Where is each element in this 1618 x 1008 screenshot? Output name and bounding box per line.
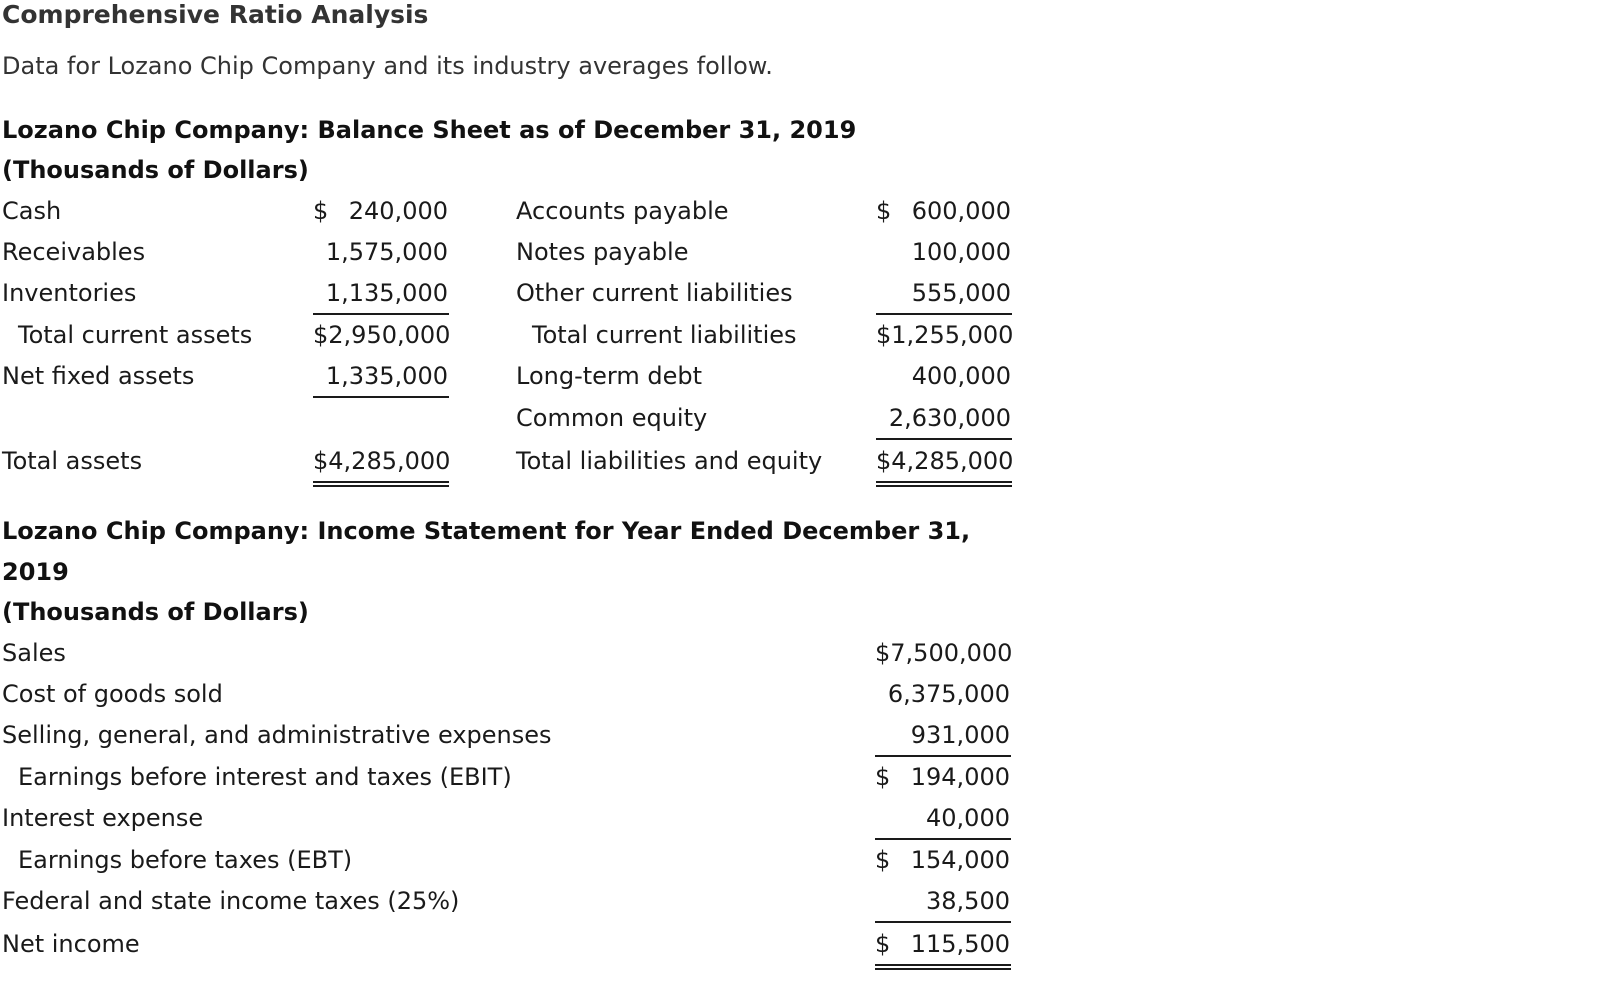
total-liabilities-equity-value: $4,285,000 bbox=[876, 447, 1014, 475]
income-statement-title: Lozano Chip Company: Income Statement for Year Ended December 31, bbox=[2, 517, 971, 545]
sales-value: $7,500,000 bbox=[875, 639, 1013, 667]
net-fixed-assets-value: 1,335,000 bbox=[325, 362, 448, 390]
notes-payable-value: 100,000 bbox=[911, 238, 1011, 266]
ebit-currency: $ bbox=[875, 763, 891, 791]
rule-net-income-2 bbox=[875, 968, 1011, 970]
taxes-value: 38,500 bbox=[926, 887, 1010, 915]
long-term-debt-value: 400,000 bbox=[911, 362, 1011, 390]
notes-payable-label: Notes payable bbox=[516, 238, 689, 266]
rule-current-assets bbox=[313, 313, 449, 315]
cash-value: 240,000 bbox=[348, 197, 448, 225]
cash-currency: $ bbox=[313, 197, 329, 225]
intro-text: Data for Lozano Chip Company and its industry averages follow. bbox=[2, 52, 773, 80]
rule-total-assets-1 bbox=[313, 481, 449, 483]
ebt-value: 154,000 bbox=[910, 846, 1010, 874]
net-income-value: 115,500 bbox=[910, 930, 1010, 958]
rule-sga bbox=[875, 755, 1011, 757]
rule-total-liabilities-1 bbox=[876, 481, 1012, 483]
inventories-label: Inventories bbox=[2, 279, 137, 307]
taxes-label: Federal and state income taxes (25%) bbox=[2, 887, 460, 915]
balance-sheet-title: Lozano Chip Company: Balance Sheet as of December 31, 2019 bbox=[2, 116, 857, 144]
total-liabilities-equity-label: Total liabilities and equity bbox=[516, 447, 823, 475]
other-current-liabilities-label: Other current liabilities bbox=[516, 279, 793, 307]
interest-label: Interest expense bbox=[2, 804, 204, 832]
common-equity-value: 2,630,000 bbox=[888, 404, 1011, 432]
rule-net-income-1 bbox=[875, 964, 1011, 966]
cogs-value: 6,375,000 bbox=[887, 680, 1010, 708]
ebt-currency: $ bbox=[875, 846, 891, 874]
sga-value: 931,000 bbox=[910, 721, 1010, 749]
income-statement-units: (Thousands of Dollars) bbox=[2, 598, 309, 626]
total-assets-value: $4,285,000 bbox=[313, 447, 451, 475]
total-current-liabilities-label: Total current liabilities bbox=[532, 321, 797, 349]
sales-label: Sales bbox=[2, 639, 66, 667]
rule-fixed-assets bbox=[313, 396, 449, 398]
net-income-currency: $ bbox=[875, 930, 891, 958]
receivables-value: 1,575,000 bbox=[325, 238, 448, 266]
net-fixed-assets-label: Net fixed assets bbox=[2, 362, 195, 390]
rule-taxes bbox=[875, 921, 1011, 923]
interest-value: 40,000 bbox=[926, 804, 1010, 832]
total-assets-label: Total assets bbox=[2, 447, 143, 475]
long-term-debt-label: Long-term debt bbox=[516, 362, 703, 390]
rule-equity bbox=[876, 438, 1012, 440]
rule-current-liabilities bbox=[876, 313, 1012, 315]
net-income-label: Net income bbox=[2, 930, 140, 958]
other-current-liabilities-value: 555,000 bbox=[911, 279, 1011, 307]
rule-total-assets-2 bbox=[313, 485, 449, 487]
ebit-label: Earnings before interest and taxes (EBIT) bbox=[18, 763, 512, 791]
receivables-label: Receivables bbox=[2, 238, 146, 266]
income-statement-title-year: 2019 bbox=[2, 558, 69, 586]
cash-label: Cash bbox=[2, 197, 62, 225]
inventories-value: 1,135,000 bbox=[325, 279, 448, 307]
accounts-payable-label: Accounts payable bbox=[516, 197, 729, 225]
total-current-assets-value: $2,950,000 bbox=[313, 321, 451, 349]
cogs-label: Cost of goods sold bbox=[2, 680, 223, 708]
total-current-assets-label: Total current assets bbox=[18, 321, 253, 349]
page-title: Comprehensive Ratio Analysis bbox=[2, 0, 429, 29]
ebit-value: 194,000 bbox=[910, 763, 1010, 791]
accounts-payable-currency: $ bbox=[876, 197, 892, 225]
total-current-liabilities-value: $1,255,000 bbox=[876, 321, 1014, 349]
common-equity-label: Common equity bbox=[516, 404, 708, 432]
sga-label: Selling, general, and administrative expenses bbox=[2, 721, 552, 749]
accounts-payable-value: 600,000 bbox=[911, 197, 1011, 225]
rule-total-liabilities-2 bbox=[876, 485, 1012, 487]
balance-sheet-units: (Thousands of Dollars) bbox=[2, 156, 309, 184]
rule-interest bbox=[875, 838, 1011, 840]
ebt-label: Earnings before taxes (EBT) bbox=[18, 846, 353, 874]
